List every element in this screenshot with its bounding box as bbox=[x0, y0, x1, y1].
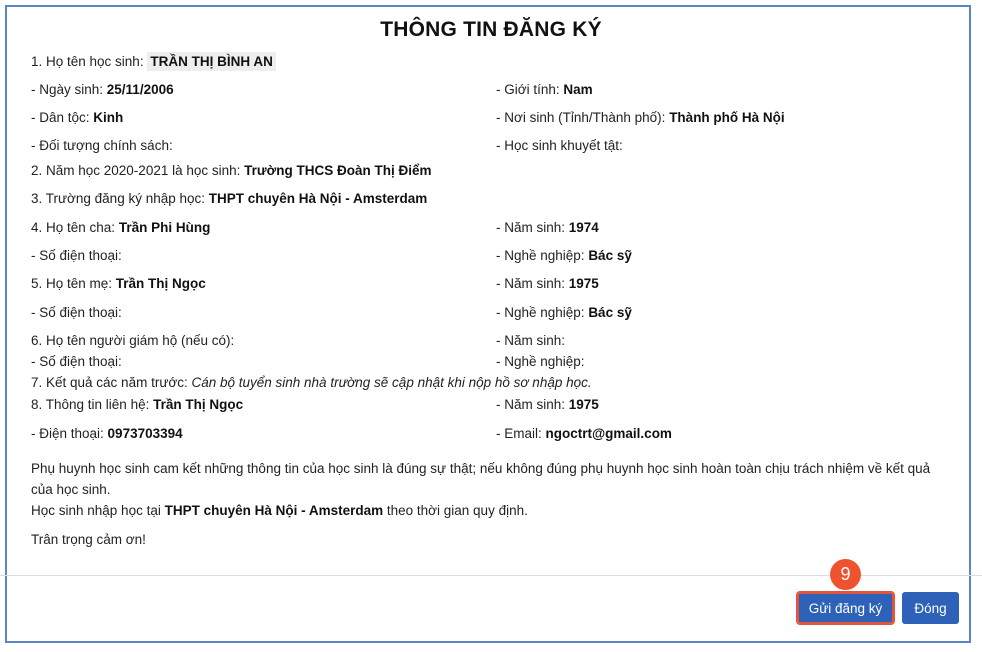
policy-row bbox=[31, 136, 951, 156]
policy-label: - Đối tượng chính sách: bbox=[31, 138, 173, 153]
contact-birth: 1975 bbox=[568, 397, 599, 412]
father-name: Trần Phi Hùng bbox=[118, 220, 211, 235]
guardian-job-label: - Nghề nghiệp: bbox=[496, 354, 585, 369]
thanks-text: Trân trọng cảm ơn! bbox=[31, 532, 146, 547]
current-school-row: 2. Năm học 2020-2021 là học sinh: Trường THCS Đoàn Thị Điểm bbox=[31, 163, 432, 178]
guardian-row bbox=[31, 331, 951, 351]
contact-row: 8. Thông tin liên hệ: Trần Thị Ngọc - Năm sinh: 1975 bbox=[31, 397, 599, 412]
commitment-text: Phụ huynh học sinh cam kết những thông tin của học sinh là đúng sự thật; nếu không đúng phụ huynh học sinh hoàn toàn chịu trách nhiệm về kết quả của học sinh. bbox=[31, 461, 931, 497]
father-job: Bác sỹ bbox=[588, 248, 632, 263]
step-badge: 9 bbox=[830, 559, 861, 590]
close-button[interactable]: Đóng bbox=[902, 592, 959, 624]
student-ethnicity: Kinh bbox=[93, 110, 124, 125]
guardian-phone-row bbox=[31, 352, 951, 372]
father-phone-row: - Số điện thoại: - Nghề nghiệp: Bác sỹ bbox=[31, 246, 951, 266]
father-phone-label: - Số điện thoại: bbox=[31, 248, 122, 263]
mother-birth: 1975 bbox=[568, 276, 599, 291]
disability-label: - Học sinh khuyết tật: bbox=[496, 138, 623, 153]
dob-row: - Ngày sinh: 25/11/2006 - Giới tính: Nam bbox=[31, 82, 593, 97]
results-row: 7. Kết quả các năm trước: Cán bộ tuyển sinh nhà trường sẽ cập nhật khi nộp hồ sơ nhập học. bbox=[31, 375, 592, 390]
student-dob: 25/11/2006 bbox=[106, 82, 174, 97]
mother-job: Bác sỹ bbox=[588, 305, 632, 320]
guardian-phone-label: - Số điện thoại: bbox=[31, 354, 122, 369]
contact-phone: 0973703394 bbox=[107, 426, 183, 441]
current-school: Trường THCS Đoàn Thị Điểm bbox=[244, 163, 432, 178]
contact-email: ngoctrt@gmail.com bbox=[545, 426, 672, 441]
guardian-name-label: 6. Họ tên người giám hộ (nếu có): bbox=[31, 333, 235, 348]
father-row: 4. Họ tên cha: Trần Phi Hùng - Năm sinh: 1974 bbox=[31, 220, 599, 235]
ethnicity-row: - Dân tộc: Kinh - Nơi sinh (Tỉnh/Thành phố): Thành phố Hà Nội bbox=[31, 110, 785, 125]
mother-row: 5. Họ tên mẹ: Trần Thị Ngọc - Năm sinh: 1975 bbox=[31, 276, 599, 291]
guardian-birth-label: - Năm sinh: bbox=[496, 333, 566, 348]
student-name: TRẦN THỊ BÌNH AN bbox=[147, 52, 276, 71]
contact-phone-row: - Điện thoại: 0973703394 - Email: ngoctrt@gmail.com bbox=[31, 426, 672, 441]
student-gender: Nam bbox=[563, 82, 593, 97]
student-name-row: 1. Họ tên học sinh: TRẦN THỊ BÌNH AN bbox=[31, 52, 951, 72]
dialog-title: THÔNG TIN ĐĂNG KÝ bbox=[380, 18, 602, 41]
target-school: THPT chuyên Hà Nội - Amsterdam bbox=[208, 191, 428, 206]
contact-name: Trần Thị Ngọc bbox=[153, 397, 244, 412]
student-birthplace: Thành phố Hà Nội bbox=[669, 110, 785, 125]
results-note: Cán bộ tuyển sinh nhà trường sẽ cập nhật khi nộp hồ sơ nhập học. bbox=[191, 375, 592, 390]
mother-phone-row: - Số điện thoại: - Nghề nghiệp: Bác sỹ bbox=[31, 303, 951, 323]
enrollment-text: Học sinh nhập học tại THPT chuyên Hà Nội - Amsterdam theo thời gian quy định. bbox=[31, 503, 528, 518]
send-registration-button[interactable]: Gửi đăng ký bbox=[797, 592, 894, 624]
mother-phone-label: - Số điện thoại: bbox=[31, 305, 122, 320]
target-school-row: 3. Trường đăng ký nhập học: THPT chuyên Hà Nội - Amsterdam bbox=[31, 191, 428, 206]
mother-name: Trần Thị Ngọc bbox=[115, 276, 206, 291]
father-birth: 1974 bbox=[568, 220, 599, 235]
